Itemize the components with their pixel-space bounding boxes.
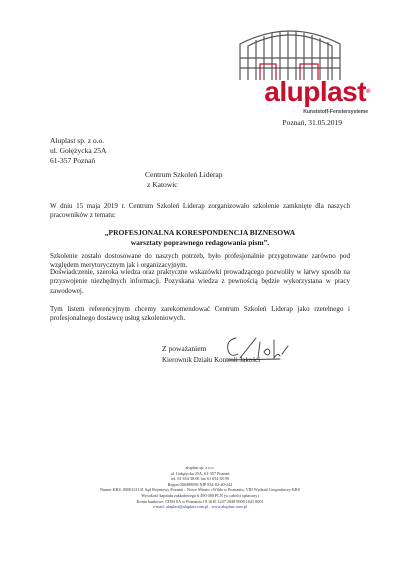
intro-paragraph: W dniu 15 maja 2019 r. Centrum Szkoleń Liderap zorganizowało szkolenie zamknięte dla naszych pracowników z tematu: xyxy=(50,202,350,220)
sender-line: ul. Gołężycka 25A xyxy=(50,146,107,155)
footer-line: tel. 61 654 38 00 fax 61 654 38 99 xyxy=(171,476,229,482)
company-footer xyxy=(50,465,350,510)
recipient-line: z Katowic xyxy=(147,180,178,189)
closing-phrase: Z poważaniem xyxy=(162,344,207,353)
registered-icon: ® xyxy=(366,89,370,95)
sender-address xyxy=(50,136,106,166)
footer-line: Regon 000489058 NIP 934-02-40-242 xyxy=(167,481,233,487)
logo-tagline: Kunststoff-Fenstersysteme xyxy=(303,109,368,115)
body-paragraph: Tym listem referencyjnym chcemy zarekomendować Centrum Szkoleń Liderap jako rzetelnego i profesjonalnego dostawcę usług szkoleniowych. xyxy=(50,305,350,323)
body-paragraph: Szkolenie zostało dostosowane do naszych potrzeb, było profesjonalnie przygotowane zarówno pod względem merytorycznym jak i organizacyjnym. xyxy=(50,252,350,270)
building-logo-icon xyxy=(230,24,350,82)
letter-date: Poznań, 31.05.2019 xyxy=(282,118,342,127)
footer-line: ul. Gołężycka 25A, 61-357 Poznań xyxy=(170,470,230,476)
recipient-line: Centrum Szkoleń Liderap xyxy=(145,170,223,179)
footer-line: Numer KRS: 0000121141 Sąd Rejonowy Poznań – Nowe Miasto i Wilda w Poznaniu, VIII Wydział Gospodarczy KRS xyxy=(99,487,301,493)
body-paragraph: Doświadczenie, szeroka wiedza oraz praktyczne wskazówki prowadzącego pozwoliły w łatwy sposób na przyswojenie niezbędnych informacji. Pozyskana wiedza z pewnością będzie wykorzystana w pracy zawodowej. xyxy=(50,268,350,295)
signatory-title: Kierownik Działu Kontroli Jakości xyxy=(162,356,261,364)
footer-line: Konto bankowe: CDM SA w Poznaniu 19 1610 1247 2048 9000 1041 0001 xyxy=(136,498,264,504)
sender-line: Aluplast sp. z o.o. xyxy=(50,136,105,145)
sender-line: 61-357 Poznań xyxy=(50,156,96,165)
logo-wordmark: aluplast xyxy=(264,76,367,107)
training-title-line: „PROFESJONALNA KORESPONDENCJA BIZNESOWA xyxy=(104,228,296,237)
footer-contact-links[interactable]: e-mail: aluplast@aluplast.com.pl , www.aluplast.com.pl xyxy=(153,504,247,510)
training-title xyxy=(50,228,350,248)
company-logo xyxy=(222,24,370,124)
recipient-address xyxy=(145,170,222,190)
footer-line: Wysokość kapitału zakładowego 6 490 000 PLN (w całości opłacony) xyxy=(141,492,259,498)
training-title-line: warsztaty poprawnego redagowania pism”. xyxy=(130,238,270,247)
footer-line: aluplast sp. z o.o. xyxy=(185,465,215,470)
